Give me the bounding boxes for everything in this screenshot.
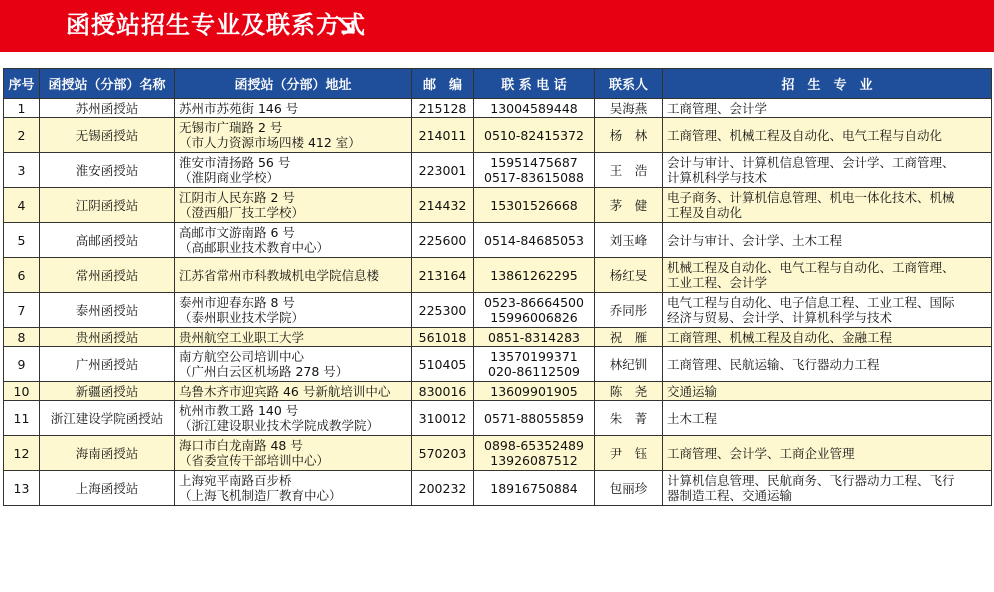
column-header: 函授站（分部）地址 [175,69,412,99]
phone-number [474,293,595,328]
majors-line: 机械工程及自动化、电气工程与自动化、工商管理、 [667,260,955,275]
table-row [4,436,992,471]
phone-number-line: 18916750884 [490,480,578,496]
station-address [175,118,412,153]
majors [663,153,992,188]
station-address [175,99,412,118]
contact-person: 包丽珍 [595,471,663,506]
contact-person: 祝 雁 [595,328,663,347]
majors [663,293,992,328]
station-address-line: 高邮市文游南路 6 号 [179,225,295,240]
majors [663,188,992,223]
majors-line: 计算机信息管理、民航商务、飞行器动力工程、飞行 [667,473,955,488]
row-number: 5 [4,223,40,258]
row-number: 8 [4,328,40,347]
arrow-down-right-icon [335,14,359,38]
station-name: 常州函授站 [40,258,175,293]
phone-number [474,223,595,258]
phone-number [474,188,595,223]
table-body [4,99,992,506]
station-name: 江阴函授站 [40,188,175,223]
station-name: 浙江建设学院函授站 [40,401,175,436]
phone-number-line: 13926087512 [490,453,578,468]
phone-number-line: 0851-8314283 [488,329,580,345]
table-row [4,293,992,328]
majors-line: 电子商务、计算机信息管理、机电一体化技术、机械 [667,190,955,205]
phone-number-line: 0523-86664500 [484,295,584,310]
station-address [175,328,412,347]
station-address-line: 淮安市清扬路 56 号 [179,155,291,170]
station-address-line: 南方航空公司培训中心 [179,349,305,364]
majors [663,118,992,153]
majors-line: 计算机科学与技术 [667,170,768,185]
table-row [4,188,992,223]
majors [663,382,992,401]
station-address-line: （市人力资源市场四楼 412 室） [179,135,361,150]
row-number: 12 [4,436,40,471]
phone-number [474,99,595,118]
majors [663,347,992,382]
phone-number-line: 020-86112509 [488,364,580,379]
majors [663,471,992,506]
station-name: 海南函授站 [40,436,175,471]
table-row [4,401,992,436]
phone-number [474,347,595,382]
phone-number-line: 0571-88055859 [484,410,584,426]
station-name: 新疆函授站 [40,382,175,401]
station-address [175,347,412,382]
majors-line: 会计与审计、会计学、土木工程 [667,232,843,248]
station-address-line: 上海宛平南路百步桥 [179,473,292,488]
contact-person: 乔同彤 [595,293,663,328]
contact-person: 林纪钏 [595,347,663,382]
phone-number-line: 0510-82415372 [484,127,584,143]
phone-number [474,328,595,347]
phone-number [474,401,595,436]
phone-number-line: 0517-83615088 [484,170,584,185]
table-row [4,99,992,118]
station-name: 广州函授站 [40,347,175,382]
station-address-line: 乌鲁木齐市迎宾路 46 号新航培训中心 [179,383,391,399]
column-header: 联 系 电 话 [474,69,595,99]
zip-code: 213164 [412,258,474,293]
zip-code: 310012 [412,401,474,436]
station-address-line: 江阴市人民东路 2 号 [179,190,295,205]
majors-line: 工业工程、会计学 [667,275,768,290]
station-address [175,258,412,293]
station-name: 泰州函授站 [40,293,175,328]
majors [663,258,992,293]
majors [663,436,992,471]
majors-line: 工商管理、机械工程及自动化、电气工程与自动化 [667,127,943,143]
phone-number [474,118,595,153]
page-title: 函授站招生专业及联系方式 [66,11,366,39]
zip-code: 200232 [412,471,474,506]
row-number: 13 [4,471,40,506]
phone-number [474,436,595,471]
row-number: 4 [4,188,40,223]
station-address-line: 海口市白龙南路 48 号 [179,438,303,453]
majors-line: 工商管理、会计学、工商企业管理 [667,445,855,461]
phone-number-line: 15951475687 [490,155,578,170]
station-address [175,436,412,471]
majors [663,328,992,347]
phone-number-line: 15301526668 [490,197,578,213]
station-address [175,153,412,188]
station-address-line: 无锡市广瑞路 2 号 [179,120,283,135]
table-row [4,347,992,382]
station-address-line: （省委宣传干部培训中心） [179,453,330,468]
table-row [4,382,992,401]
row-number: 2 [4,118,40,153]
station-address-line: （浙江建设职业技术学院成教学院） [179,418,380,433]
phone-number-line: 15996006826 [490,310,578,325]
majors-line: 工商管理、机械工程及自动化、金融工程 [667,329,893,345]
station-address-line: （高邮职业技术教育中心） [179,240,330,255]
station-address [175,471,412,506]
row-number: 1 [4,99,40,118]
row-number: 11 [4,401,40,436]
station-address-line: 贵州航空工业职工大学 [179,329,305,345]
station-address-line: 苏州市苏苑街 146 号 [179,100,299,116]
contact-person: 杨红旻 [595,258,663,293]
majors-line: 器制造工程、交通运输 [667,488,793,503]
table-row [4,223,992,258]
zip-code: 215128 [412,99,474,118]
zip-code: 225600 [412,223,474,258]
station-name: 贵州函授站 [40,328,175,347]
station-name: 淮安函授站 [40,153,175,188]
station-address [175,188,412,223]
contact-person: 吴海燕 [595,99,663,118]
phone-number [474,382,595,401]
station-name: 上海函授站 [40,471,175,506]
row-number: 9 [4,347,40,382]
zip-code: 223001 [412,153,474,188]
majors-line: 工程及自动化 [667,205,743,220]
station-address [175,401,412,436]
phone-number-line: 0514-84685053 [484,232,584,248]
majors-line: 会计与审计、计算机信息管理、会计学、工商管理、 [667,155,955,170]
phone-number [474,258,595,293]
majors-line: 工商管理、会计学 [667,100,768,116]
phone-number-line: 13004589448 [490,100,578,116]
station-address-line: （上海飞机制造厂教育中心） [179,488,342,503]
station-address [175,223,412,258]
phone-number [474,153,595,188]
phone-number-line: 13609901905 [490,383,578,399]
column-header: 邮 编 [412,69,474,99]
table-row [4,328,992,347]
column-header: 函授站（分部）名称 [40,69,175,99]
station-address-line: （澄西船厂技工学校） [179,205,305,220]
station-address-line: 泰州市迎春东路 8 号 [179,295,295,310]
majors [663,401,992,436]
table-row [4,118,992,153]
contact-person: 陈 尧 [595,382,663,401]
phone-number-line: 13861262295 [490,267,578,283]
station-address [175,293,412,328]
zip-code: 214432 [412,188,474,223]
zip-code: 570203 [412,436,474,471]
majors [663,99,992,118]
contact-person: 尹 钰 [595,436,663,471]
station-address-line: （淮阴商业学校） [179,170,280,185]
table-row [4,258,992,293]
phone-number-line: 13570199371 [490,349,578,364]
majors-line: 工商管理、民航运输、飞行器动力工程 [667,356,880,372]
station-address [175,382,412,401]
contact-person: 王 浩 [595,153,663,188]
contact-person: 刘玉峰 [595,223,663,258]
station-name: 苏州函授站 [40,99,175,118]
station-name: 高邮函授站 [40,223,175,258]
station-address-line: （广州白云区机场路 278 号） [179,364,349,379]
majors [663,223,992,258]
table-row [4,471,992,506]
phone-number [474,471,595,506]
phone-number-line: 0898-65352489 [484,438,584,453]
majors-line: 经济与贸易、会计学、计算机科学与技术 [667,310,893,325]
zip-code: 830016 [412,382,474,401]
row-number: 6 [4,258,40,293]
row-number: 10 [4,382,40,401]
zip-code: 510405 [412,347,474,382]
station-address-line: 江苏省常州市科教城机电学院信息楼 [179,267,380,283]
station-address-line: 杭州市教工路 140 号 [179,403,299,418]
row-number: 3 [4,153,40,188]
majors-line: 土木工程 [667,410,718,426]
zip-code: 225300 [412,293,474,328]
contact-person: 茅 健 [595,188,663,223]
column-header: 招 生 专 业 [663,69,992,99]
column-header: 联系人 [595,69,663,99]
majors-line: 交通运输 [667,383,718,399]
table-header-row [4,69,992,99]
contact-person: 杨 林 [595,118,663,153]
station-address-line: （泰州职业技术学院） [179,310,305,325]
contact-person: 朱 菁 [595,401,663,436]
zip-code: 561018 [412,328,474,347]
row-number: 7 [4,293,40,328]
title-banner [0,0,994,52]
zip-code: 214011 [412,118,474,153]
station-name: 无锡函授站 [40,118,175,153]
station-table [3,68,992,506]
table-row [4,153,992,188]
majors-line: 电气工程与自动化、电子信息工程、工业工程、国际 [667,295,955,310]
column-header: 序号 [4,69,40,99]
